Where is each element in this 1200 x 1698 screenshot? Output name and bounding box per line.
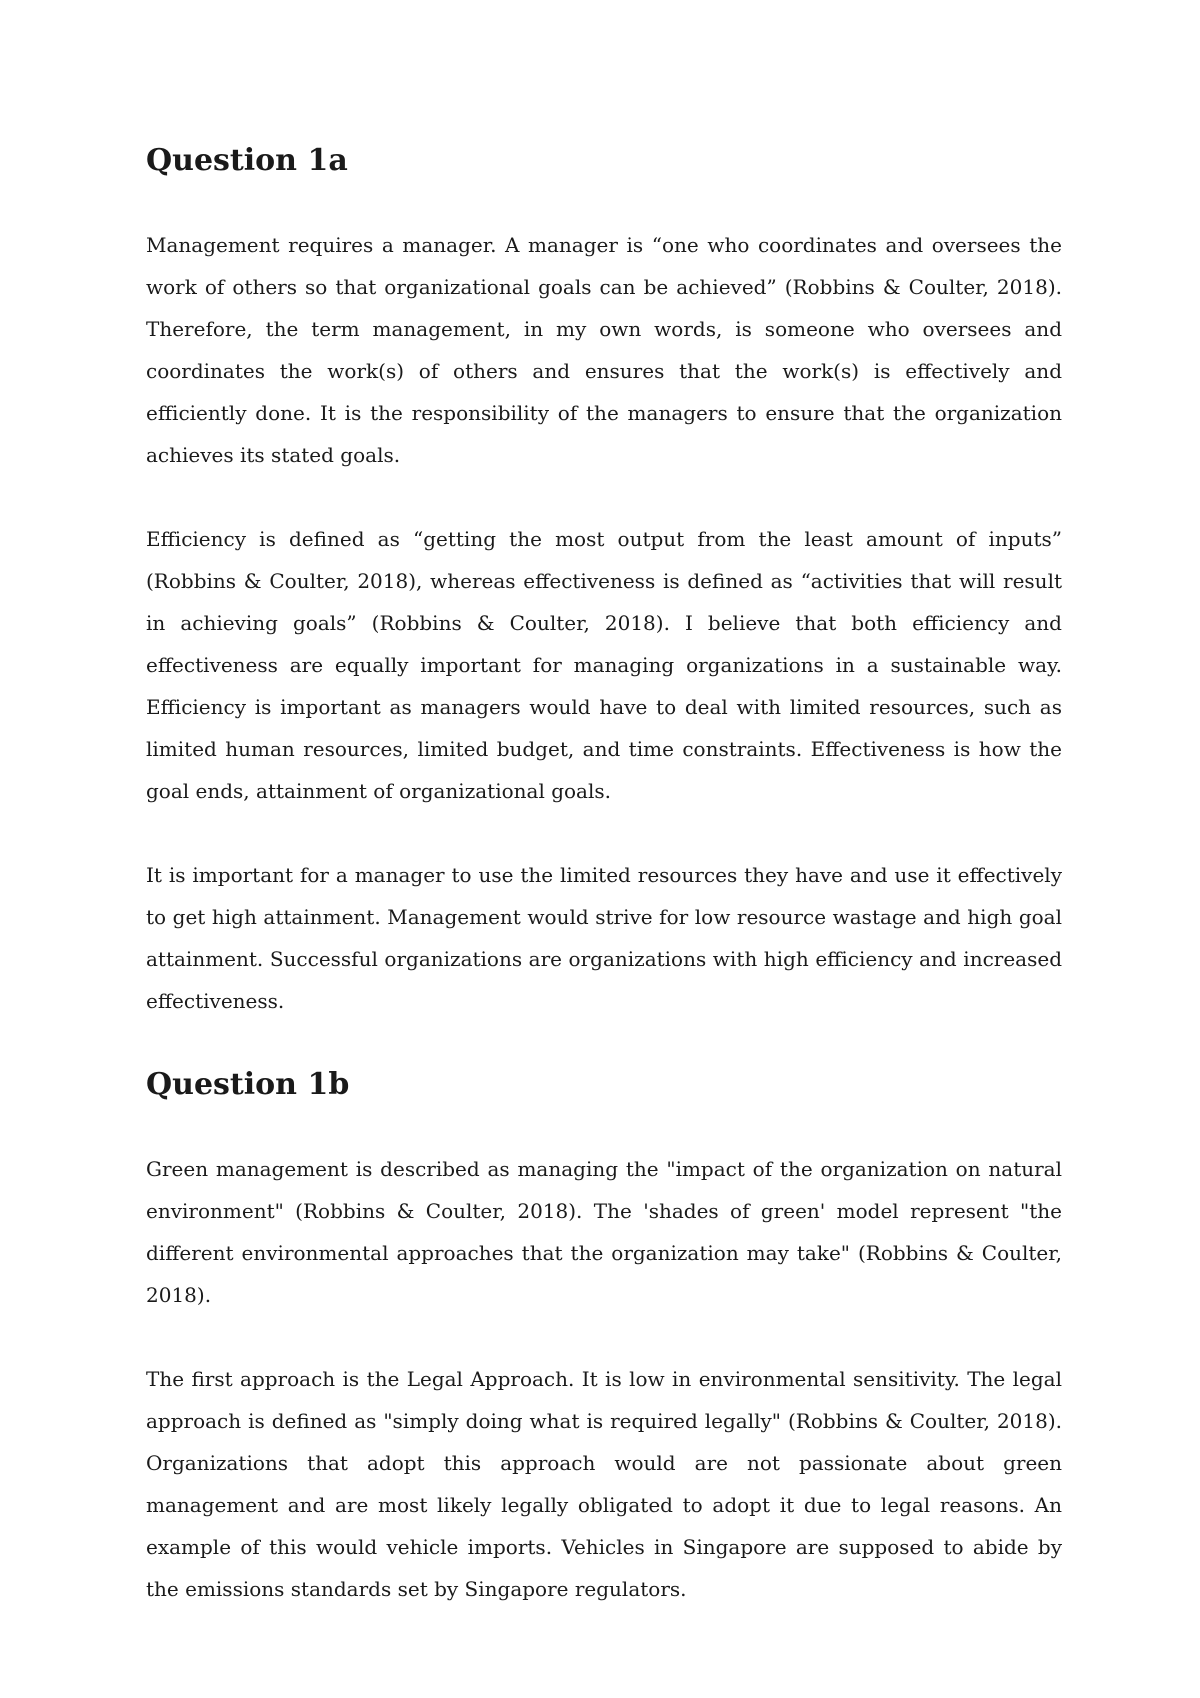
spacer xyxy=(146,476,1062,518)
paragraph-efficiency-effectiveness: Efficiency is defined as “getting the most output from the least amount of inputs” (Robbins & Coulter, 2018), whereas effectiveness is defined as “activities that will result in achieving goals” (Robbins & Coulter, 2018). I believe that both efficiency and effectiveness are equally important for managing organizations in a sustainable way. Efficiency is important as managers would have to deal with limited resources, such as limited human resources, limited budget, and time constraints. Effectiveness is how the goal ends, attainment of organizational goals. xyxy=(146,527,1062,803)
spacer xyxy=(146,1316,1062,1358)
spacer xyxy=(146,1106,1062,1148)
section-heading-question-1a: Question 1a xyxy=(146,143,348,178)
paragraph-management-definition: Management requires a manager. A manager is “one who coordinates and oversees the work of others so that organizational goals can be achieved” (Robbins & Coulter, 2018). Therefore, the term management, in my own words, is someone who oversees and coordinates the work(s) of others and ensures that the work(s) is effectively and efficiently done. It is the responsibility of the managers to ensure that the organization achieves its stated goals. xyxy=(146,233,1062,467)
paragraph-green-management: Green management is described as managing the "impact of the organization on natural environment" (Robbins & Coulter, 2018). The 'shades of green' model represent "the different environmental approaches that the organization may take" (Robbins & Coulter, 2018). xyxy=(146,1157,1062,1307)
paragraph-legal-approach: The first approach is the Legal Approach. It is low in environmental sensitivity. The legal approach is defined as "simply doing what is required legally" (Robbins & Coulter, 2018). Organizations that adopt this approach would are not passionate about green management and are most likely legally obligated to adopt it due to legal reasons. An example of this would vehicle imports. Vehicles in Singapore are supposed to abide by the emissions standards set by Singapore regulators. xyxy=(146,1367,1062,1601)
section-heading-question-1b: Question 1b xyxy=(146,1067,350,1102)
paragraph-limited-resources: It is important for a manager to use the limited resources they have and use it effectively to get high attainment. Management would strive for low resource wastage and high goal attainment. Successful organizations are organizations with high efficiency and increased effectiveness. xyxy=(146,863,1062,1013)
spacer xyxy=(146,1022,1062,1064)
spacer xyxy=(146,812,1062,854)
spacer xyxy=(146,182,1062,224)
document-body xyxy=(146,140,1062,1610)
